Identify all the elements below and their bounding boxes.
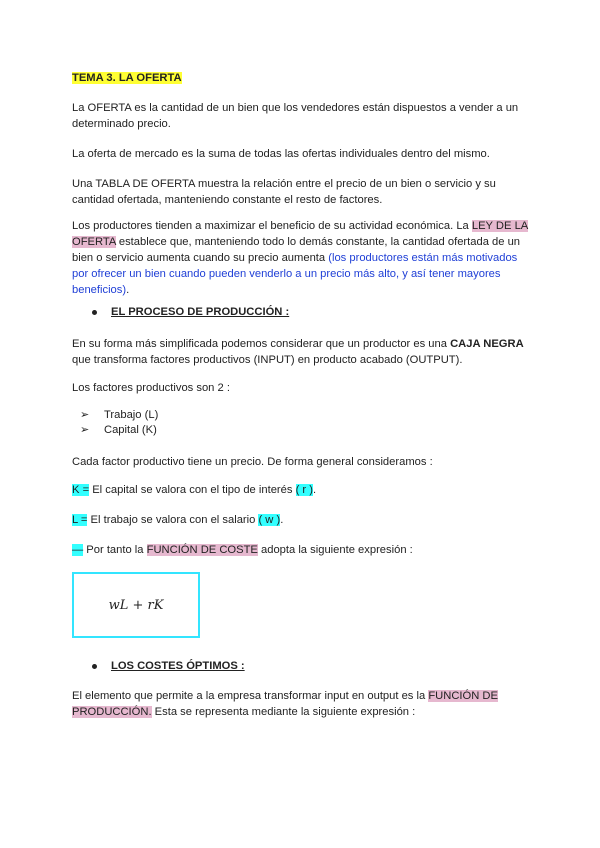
- paragraph-market-supply: La oferta de mercado es la suma de todas las ofertas individuales dentro del mismo.: [72, 148, 490, 160]
- section-production-process: EL PROCESO DE PRODUCCIÓN :: [72, 306, 532, 318]
- bullet-icon: [92, 310, 97, 315]
- paragraph-black-box: En su forma más simplificada podemos considerar que un productor es una CAJA NEGRA que transforma factores productivos (INPUT) en producto acabado (OUTPUT).: [72, 338, 524, 366]
- list-item: ➢ Capital (K): [72, 423, 532, 438]
- arrow-bullet-icon: ➢: [80, 409, 90, 421]
- highlight-supply-law: LEY DE LA OFERTA: [72, 220, 529, 248]
- blue-note: (los productores están más motivados por ofrecer un bien cuando pueden venderlo a un precio más alto, y así tener mayores beneficios): [72, 252, 518, 296]
- arrow-bullet-icon: ➢: [80, 424, 90, 436]
- paragraph-capital: K = El capital se valora con el tipo de interés ( r ).: [72, 484, 317, 496]
- paragraph-factors-intro: Los factores productivos son 2 :: [72, 382, 230, 394]
- paragraph-cost-function: — Por tanto la FUNCIÓN DE COSTE adopta la siguiente expresión :: [72, 544, 413, 556]
- factors-list: [72, 408, 532, 438]
- highlight-production-function: FUNCIÓN DE PRODUCCIÓN.: [72, 690, 498, 718]
- paragraph-supply-table: Una TABLA DE OFERTA muestra la relación entre el precio de un bien o servicio y su cantidad ofertada, manteniendo constante el resto de factores.: [72, 178, 496, 206]
- paragraph-labor: L = El trabajo se valora con el salario ( w ).: [72, 514, 284, 526]
- list-item: ➢ Trabajo (L): [72, 408, 532, 423]
- doc-title: TEMA 3. LA OFERTA: [72, 72, 182, 84]
- bullet-icon: [92, 664, 97, 669]
- cost-formula-box: [72, 572, 200, 638]
- paragraph-factor-price: Cada factor productivo tiene un precio. De forma general consideramos :: [72, 456, 433, 468]
- paragraph-definition: La OFERTA es la cantidad de un bien que los vendedores están dispuestos a vender a un determinado precio.: [72, 102, 519, 130]
- paragraph-supply-law: Los productores tienden a maximizar el beneficio de su actividad económica. La LEY DE LA OFERTA establece que, manteniendo todo lo demás constante, la cantidad ofertada de un bien o servicio aumenta cuando su precio aumenta (los productores están más motivados por ofrecer un bien cuando pueden venderlo a un precio más alto, y así tener mayores beneficios).: [72, 220, 529, 296]
- section-optimal-costs: LOS COSTES ÓPTIMOS :: [72, 660, 532, 672]
- paragraph-production-function: El elemento que permite a la empresa transformar input en output es la FUNCIÓN DE PRODUCCIÓN. Esta se representa mediante la siguiente expresión :: [72, 690, 498, 718]
- cost-formula: wL + rK: [108, 597, 164, 613]
